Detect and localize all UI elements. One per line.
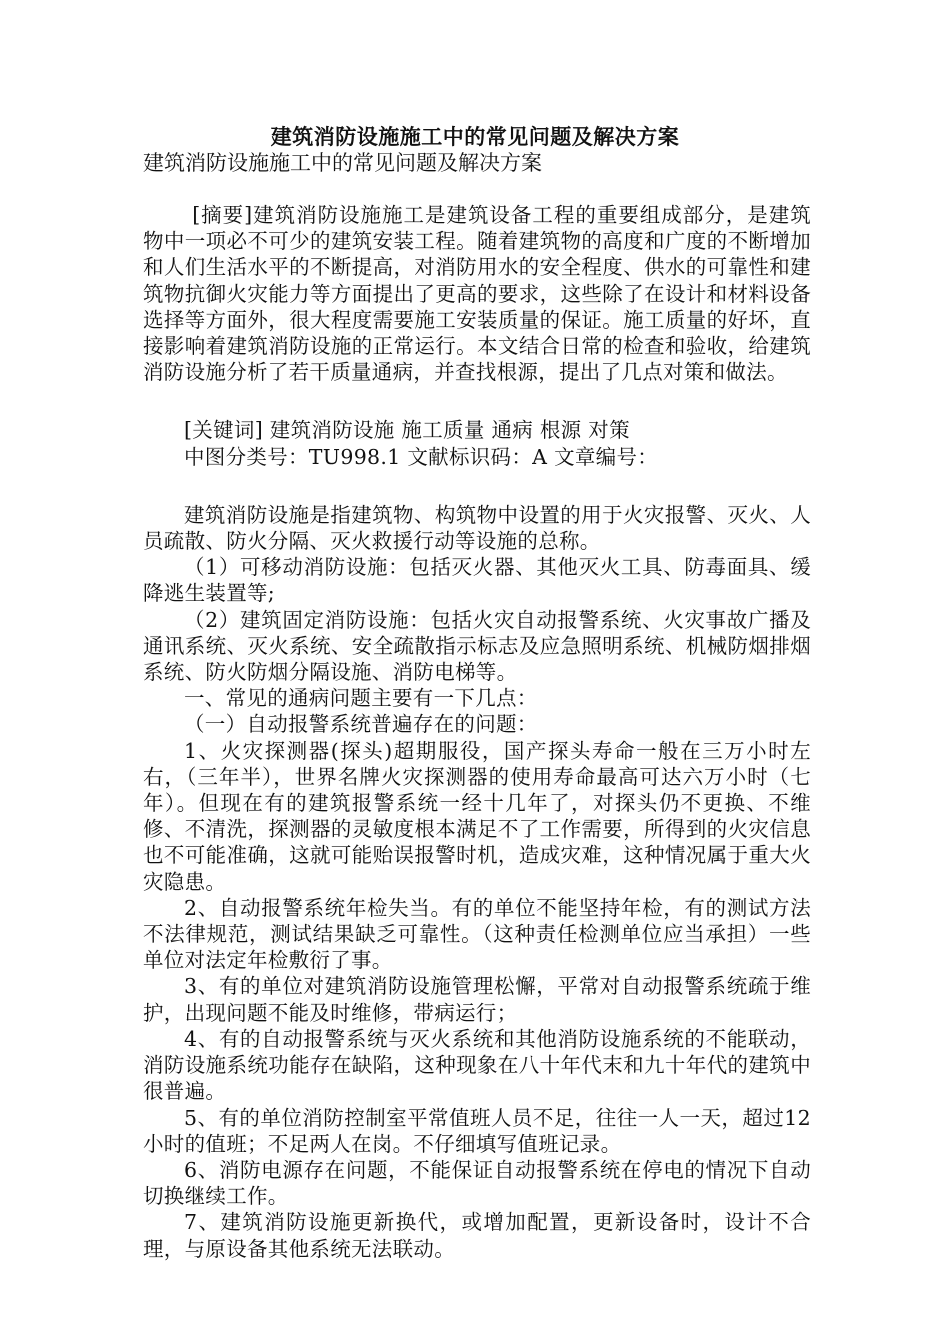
document-title: 建筑消防设施施工中的常见问题及解决方案: [270, 124, 680, 149]
body-paragraph: 4、有的自动报警系统与灭火系统和其他消防设施系统的不能联动，消防设施系统功能存在缺陷，这种现象在八十年代末和九十年代的建筑中很普遍。: [143, 1026, 811, 1104]
body-paragraph: 3、有的单位对建筑消防设施管理松懈，平常对自动报警系统疏于维护，出现问题不能及时维修，带病运行；: [143, 974, 811, 1025]
subsection-heading: （一）自动报警系统普遍存在的问题：: [184, 712, 538, 737]
section-heading: 一、常见的通病问题主要有一下几点：: [184, 686, 538, 711]
body-paragraph: 2、自动报警系统年检失当。有的单位不能坚持年检，有的测试方法不法律规范，测试结果缺乏可靠性。（这种责任检测单位应当承担）一些单位对法定年检敷衍了事。: [143, 895, 811, 973]
document-subtitle: 建筑消防设施施工中的常见问题及解决方案: [143, 151, 542, 175]
body-paragraph: 1、火灾探测器(探头)超期服役，国产探头寿命一般在三万小时左右，（三年半），世界名牌火灾探测器的使用寿命最高可达六万小时（七年）。但现在有的建筑报警系统一经十几年了，对探头仍不更换、不维修、不清洗，探测器的灵敏度根本满足不了工作需要，所得到的火灾信息也不可能准确，这就可能贻误报警时机，造成灾难，这种情况属于重大火灾隐患。: [143, 738, 811, 894]
body-paragraph: （1）可移动消防设施：包括灭火器、其他灭火工具、防毒面具、缓降逃生装置等;: [143, 555, 811, 606]
body-paragraph: 5、有的单位消防控制室平常值班人员不足，往往一人一天，超过12小时的值班；不足两人在岗。不仔细填写值班记录。: [143, 1105, 811, 1156]
abstract-paragraph: [摘要]建筑消防设施施工是建筑设备工程的重要组成部分，是建筑物中一项必不可少的建筑安装工程。随着建筑物的高度和广度的不断增加和人们生活水平的不断提高，对消防用水的安全程度、供水的可靠性和建筑物抗御火灾能力等方面提出了更高的要求，这些除了在设计和材料设备选择等方面外，很大程度需要施工安装质量的保证。施工质量的好坏，直接影响着建筑消防设施的正常运行。本文结合日常的检查和验收，给建筑消防设施分析了若干质量通病，并查找根源，提出了几点对策和做法。: [143, 203, 811, 385]
body-paragraph: 7、建筑消防设施更新换代，或增加配置，更新设备时，设计不合理，与原设备其他系统无法联动。: [143, 1210, 811, 1261]
body-paragraph: 6、消防电源存在问题，不能保证自动报警系统在停电的情况下自动切换继续工作。: [143, 1157, 811, 1209]
body-paragraph: 建筑消防设施是指建筑物、构筑物中设置的用于火灾报警、灭火、人员疏散、防火分隔、灭火救援行动等设施的总称。: [143, 502, 811, 554]
body-paragraph: （2）建筑固定消防设施：包括火灾自动报警系统、火灾事故广播及通讯系统、灭火系统、安全疏散指示标志及应急照明系统、机械防烟排烟系统、防火防烟分隔设施、消防电梯等。: [143, 607, 811, 685]
keywords-line: [关键词] 建筑消防设施 施工质量 通病 根源 对策: [184, 418, 630, 443]
document-body: [143, 202, 811, 1262]
classification-line: 中图分类号：TU998.1 文献标识码：A 文章编号：: [184, 444, 659, 469]
